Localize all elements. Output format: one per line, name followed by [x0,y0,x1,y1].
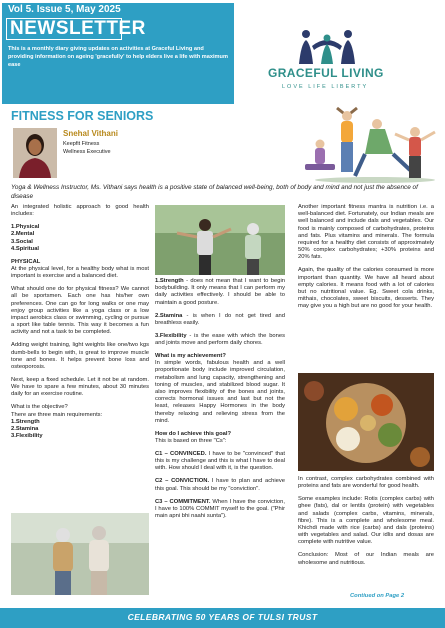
paragraph: There are three main requirements: [11,411,103,418]
indian-thali-photo [298,373,434,471]
paragraph: An integrated holistic approach to good health includes: [11,204,149,218]
author-company: Keepfit Fitness [63,141,100,147]
author-name: Snehal Vithani [63,129,118,138]
list-item: 1.Physical [11,224,40,231]
tai-chi-photo [155,205,285,275]
paragraph: Conclusion: Most of our Indian meals are wholesome and nutritious. [298,552,434,566]
list-item: 3.Flexibility [11,433,43,440]
newsletter-title: NEWSLETTER [10,18,146,39]
list-item: 3.Social [11,238,33,245]
c1-text: I have to be "convinced" that this is my challenge and this is what I have to deal with. How should I deal with it, is the question. [155,451,285,472]
c1-label: C1 – CONVINCED. [155,451,207,458]
intro-quote: Yoga & Wellness Instructor, Ms. Vithani says health is a positive state of balanced well-being, both of body and mind and not just the absence of disease [11,184,418,200]
column-right-bottom [298,476,434,573]
author-photo [13,128,57,178]
graceful-living-logo [268,24,386,71]
subheading-goal: How do I achieve this goal? [155,430,232,437]
strength-label: 1.Strength [155,278,184,284]
paragraph: Another important fitness mantra is nutrition i.e. a well-balanced diet. Fortunately, our Indian meals are well balanced and include dals and vegetables. Our food is mainly composed of carbohydrates, proteins and fats. Plus vitamins and minerals. The formula required for a healthy diet consists of approximately 50% complex carbohydrates; +30% proteins and 20% fats. [298,204,434,261]
paragraph: In contrast, complex carbohydrates combined with proteins and fats are wonderful for good health. [298,476,434,490]
paragraph: In simple words, fabulous health and a well proportionate body include improved circulation, metabolism and lung capacity, strengthening and toning of muscles, and stabilized blood sugar. It also improves flexibility of the bones and joints, corrects hormonal issues and last but not the least, releases Happy Hormones in the body thereby relaxing and relieving stress from the mind. [155,360,285,424]
newsletter-description: This is a monthly diary giving updates on activities at Graceful Living and providing information on ageing 'gracefully' to help elders live a life with maximum ease [8,46,228,68]
stamina-text: - is when I do not get tired and breathless easily. [155,312,285,326]
people-circle-icon [268,24,386,66]
paragraph: Adding weight training, light weights like one/two kgs dumb-bells to begin with, is great to improve muscle tone and bones. It helps prevent bone loss and osteoporosis. [11,342,149,371]
list-item: 2.Stamina [11,426,39,433]
stamina-label: 2.Stamina [155,312,183,319]
author-title: Wellness Executive [63,149,111,155]
paragraph: Next, keep a fixed schedule. Let it not be at random. We have to spare a few minutes, about 30 minutes daily for an exercise routine. [11,377,149,398]
paragraph: This is based on three "Cs": [155,438,227,445]
logo-tagline: LOVE LIFE LIBERTY [282,84,369,90]
paragraph: What should one do for physical fitness? We cannot all be sportsmen. Each one has his/her own preferences. One can go for long walks or one may enjoy group activities like a yoga class or a low impact aerobics class or swimming, cycling or pursue a sport like table tennis. This way it becomes a fun activity and not a task to be completed. [11,286,149,336]
footer-text: CELEBRATING 50 YEARS OF TULSI TRUST [127,612,318,622]
strength-text: - does not mean that I want to begin bodybuilding. It only means that I can perform my daily activities effectively. I should be able to maintain a good posture. [155,278,285,306]
list-item: 2.Mental [11,231,35,238]
column-middle [155,278,285,526]
issue-volume: Vol 5. Issue 5, May 2025 [8,4,121,15]
c3-text: When I have the conviction, I have to 100% COMMIT myself to the goal. ("Phir main apni bhi naahi sunta"). [155,498,285,520]
seniors-walking-photo [11,513,149,595]
column-right [298,204,434,316]
paragraph: At the physical level, for a healthy body what is most important is exercise and a balanced diet. [11,266,149,280]
seniors-yoga-illustration [225,104,440,184]
c3-label: C3 – COMMITMENT. [155,498,211,505]
paragraph: Some examples include: Rotis (complex carbs) with ghee (fats), dal or lentils (protein) with vegetables and salads (complex carbs, vitamins, minerals, fibre). This is a complete and wholesome meal. Khichdi made with rice (carbs) and dals (proteins) with vegetables and salad. Our idlis and dosas are complete with nutritive value. [298,496,434,546]
paragraph: Again, the quality of the calories consumed is more important than quantity. We have all heard about empty calories. It means food with a lot of calories but no nutritional value. Eg. Sweet cola drinks, mithais, chocolates, sweet biscuits, desserts. They may give you a high but are no good for your health. [298,267,434,310]
c2-text: I have to plan and achieve this goal. This should be my "conviction". [155,478,286,492]
flexibility-label: 3.Flexibility [155,332,187,339]
subheading-physical: PHYSICAL [11,258,41,265]
c2-label: C2 – CONVICTION. [155,478,210,485]
logo-name: GRACEFUL LIVING [268,66,384,80]
column-left [11,204,149,446]
list-item: 4.Spiritual [11,245,40,252]
subheading-achievement: What is my achievement? [155,353,226,360]
paragraph: What is the objective? [11,404,68,411]
list-item: 1.Strength [11,418,40,425]
continued-note: Contiued on Page 2 [350,593,405,599]
flexibility-text: - is the ease with which the bones and joints move and perform daily chores. [155,332,285,347]
section-title: FITNESS FOR SENIORS [11,109,154,123]
